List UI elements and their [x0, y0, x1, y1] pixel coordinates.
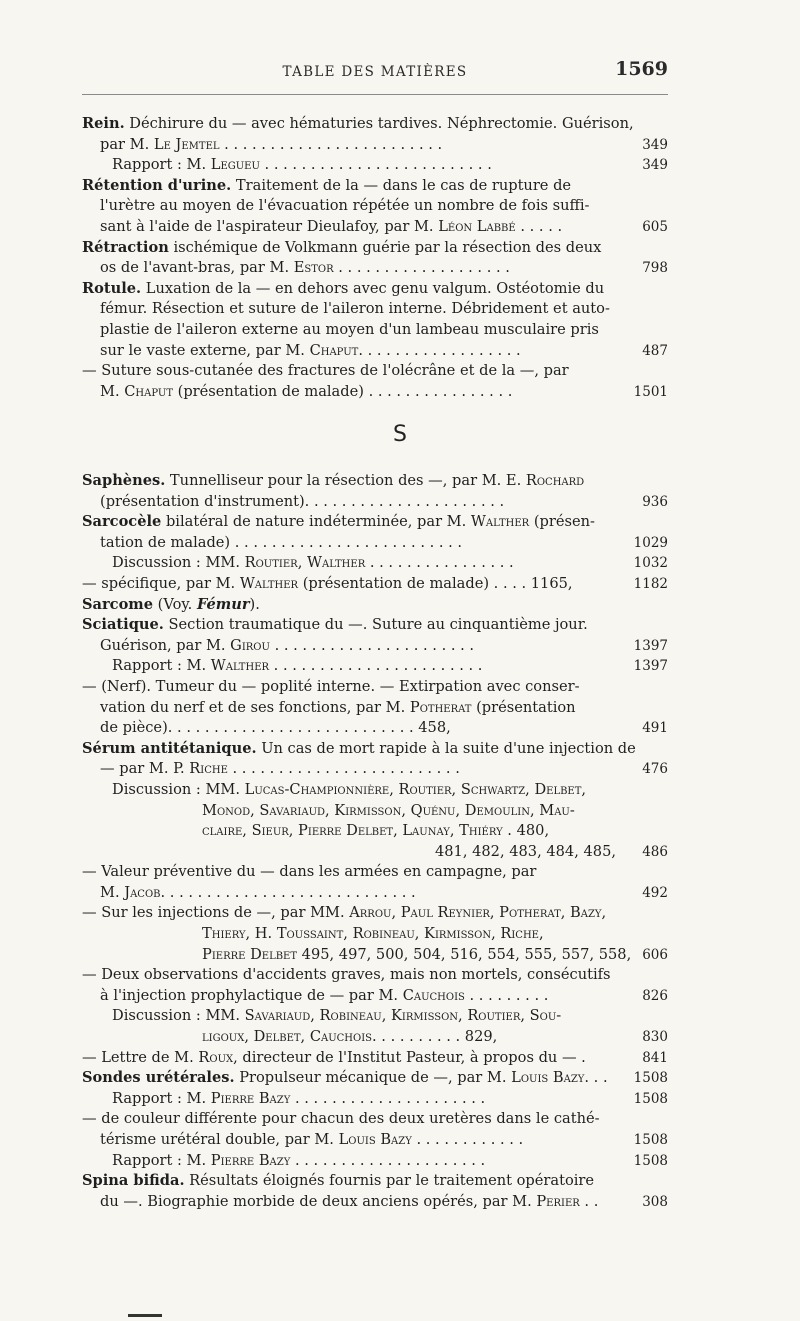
index-line [82, 698, 668, 719]
index-page-ref: 476 [642, 761, 668, 778]
index-line [82, 924, 668, 945]
index-entry-text: Sérum antitétanique. Un cas de mort rapide à la suite d'une injection de [82, 739, 636, 757]
index-page-ref: 1032 [633, 555, 668, 572]
index-page-ref: 491 [642, 720, 668, 737]
index-page-ref: 605 [642, 218, 668, 235]
index-page-ref: 798 [642, 260, 668, 277]
index-line [82, 595, 668, 616]
index-line [82, 196, 668, 217]
index-line [82, 1089, 668, 1110]
index-entry-text: Rein. Déchirure du — avec hématuries tardives. Néphrectomie. Guérison, [82, 115, 634, 132]
index-entry-text: Guérison, par M. Girou . . . . . . . . . . . . . . . . . . . . . . [100, 636, 475, 654]
index-entry-text: Sciatique. Section traumatique du —. Suture au cinquantième jour. [82, 616, 588, 634]
index-line [82, 471, 668, 492]
index-line [82, 1006, 668, 1027]
header-rule [82, 94, 668, 95]
index-entry-text: Discussion : MM. Lucas-Championnière, Routier, Schwartz, Delbet, [112, 780, 587, 798]
index-line [82, 299, 668, 320]
index-page-ref: 349 [642, 136, 668, 153]
page-header [82, 58, 668, 86]
index-page-ref: 826 [642, 987, 668, 1004]
index-entry-text: Rapport : M. Legueu . . . . . . . . . . . . . . . . . . . . . . . . . [112, 156, 492, 174]
index-line [82, 986, 668, 1007]
index-page-ref: 841 [642, 1049, 668, 1066]
index-page-ref: 1508 [633, 1152, 668, 1169]
index-page-ref: 1397 [633, 637, 668, 654]
index-entry-text: — Sur les injections de —, par MM. Arrou, Paul Reynier, Potherat, Bazy, [82, 904, 607, 922]
index-entry-text: Spina bifida. Résultats éloignés fournis par le traitement opératoire [82, 1172, 595, 1190]
index-entry-text: Discussion : MM. Savariaud, Robineau, Kirmisson, Routier, Sou- [112, 1007, 562, 1025]
index-line [82, 492, 668, 513]
index-entry-text: Sarcocèle bilatéral de nature indéterminée, par M. Walther (présen- [82, 513, 595, 531]
index-line [82, 1027, 668, 1048]
index-entry-text: Rapport : M. Walther . . . . . . . . . . . . . . . . . . . . . . . [112, 657, 483, 675]
index-page-ref: 1508 [633, 1090, 668, 1107]
index-line [82, 780, 668, 801]
index-line [82, 842, 668, 863]
index-entry-text: ligoux, Delbet, Cauchois. . . . . . . . . . 829, [202, 1028, 498, 1046]
index-line [82, 636, 668, 657]
index-block-s [82, 471, 668, 1212]
index-entry-text: Sarcome (Voy. Fémur). [82, 595, 260, 613]
index-line [82, 759, 668, 780]
index-line [82, 382, 668, 403]
index-entry-text: vation du nerf et de ses fonctions, par M. Potherat (présentation [100, 698, 576, 716]
index-page-ref: 830 [642, 1029, 668, 1046]
index-line [82, 512, 668, 533]
index-page-ref: 486 [642, 843, 668, 860]
index-page-ref: 936 [642, 493, 668, 510]
index-block-r [82, 114, 668, 402]
index-line [82, 1171, 668, 1192]
index-entry-text: — par M. P. Riche . . . . . . . . . . . . . . . . . . . . . . . . . [100, 760, 460, 778]
index-page-ref: 1182 [633, 575, 668, 592]
index-line [82, 801, 668, 822]
index-entry-text: de pièce). . . . . . . . . . . . . . . . . . . . . . . . . . . 458, [100, 719, 451, 737]
page-mark [128, 1314, 162, 1317]
index-entry-text: Discussion : MM. Routier, Walther . . . . . . . . . . . . . . . . [112, 554, 514, 572]
index-line [82, 258, 668, 279]
index-line [82, 533, 668, 554]
index-entry-text: — Lettre de M. Roux, directeur de l'Institut Pasteur, à propos du — . [82, 1048, 586, 1066]
index-line [82, 553, 668, 574]
index-entry-text: Thiery, H. Toussaint, Robineau, Kirmisson, Riche, [202, 925, 544, 943]
index-line [82, 135, 668, 156]
index-line [82, 883, 668, 904]
index-entry-text: os de l'avant-bras, par M. Estor . . . . . . . . . . . . . . . . . . . [100, 259, 510, 277]
index-page-ref: 1508 [633, 1132, 668, 1148]
index-page-ref: 308 [642, 1193, 668, 1210]
index-entry-text: M. Chaput (présentation de malade) . . . . . . . . . . . . . . . . [100, 382, 513, 400]
index-entry-text: térisme urétéral double, par M. Louis Bazy . . . . . . . . . . . . [100, 1131, 524, 1148]
index-line [82, 1151, 668, 1172]
index-line [82, 361, 668, 382]
index-entry-text: Rapport : M. Pierre Bazy . . . . . . . . . . . . . . . . . . . . . [112, 1151, 486, 1169]
section-letter: S [393, 422, 407, 447]
index-line [82, 279, 668, 300]
index-entry-text: Saphènes. Tunnelliseur pour la résection des —, par M. E. Rochard [82, 472, 585, 489]
index-entry-text: Monod, Savariaud, Kirmisson, Quénu, Demoulin, Mau- [202, 801, 575, 819]
page-number: 1569 [615, 58, 668, 80]
index-page-ref: 1501 [633, 383, 668, 400]
index-line [82, 217, 668, 238]
index-line [82, 677, 668, 698]
index-entry-text: fémur. Résection et suture de l'aileron interne. Débridement et auto- [100, 300, 610, 318]
index-line [82, 176, 668, 197]
index-line [82, 1109, 668, 1130]
index-entry-text: du —. Biographie morbide de deux anciens opérés, par M. Perier . . [100, 1192, 599, 1210]
index-entry-text: sur le vaste externe, par M. Chaput. . . . . . . . . . . . . . . . . . [100, 341, 521, 359]
index-page-ref: 606 [642, 946, 668, 963]
index-entry-text: Rotule. Luxation de la — en dehors avec genu valgum. Ostéotomie du [82, 279, 605, 297]
index-line [82, 1068, 668, 1089]
index-line [82, 718, 668, 739]
index-entry-text: Rapport : M. Pierre Bazy . . . . . . . . . . . . . . . . . . . . . [112, 1089, 486, 1107]
index-line [82, 821, 668, 842]
index-page-ref: 1029 [633, 534, 668, 551]
index-entry-text: tation de malade) . . . . . . . . . . . . . . . . . . . . . . . . . [100, 533, 463, 551]
index-line [82, 1192, 668, 1213]
index-line [82, 155, 668, 176]
index-entry-text: Rétraction ischémique de Volkmann guérie par la résection des deux [82, 238, 602, 256]
index-entry-text: Sondes urétérales. Propulseur mécanique de —, par M. Louis Bazy. . . [82, 1069, 608, 1087]
index-line [82, 320, 668, 341]
index-entry-text: — de couleur différente pour chacun des deux uretères dans le cathé- [82, 1110, 600, 1128]
index-entry-text: — spécifique, par M. Walther (présentation de malade) . . . . 1165, [82, 574, 573, 592]
index-line [82, 615, 668, 636]
index-entry-text: Pierre Delbet 495, 497, 500, 504, 516, 554, 555, 557, 558, [202, 945, 632, 963]
index-entry-text: M. Jacob. . . . . . . . . . . . . . . . . . . . . . . . . . . . [100, 883, 416, 901]
index-entry-text: 481, 482, 483, 484, 485, [434, 842, 616, 860]
index-entry-text: par M. Le Jemtel . . . . . . . . . . . . . . . . . . . . . . . . [100, 135, 443, 153]
index-entry-text: à l'injection prophylactique de — par M. Cauchois . . . . . . . . . [100, 986, 549, 1004]
index-line [82, 965, 668, 986]
index-line [82, 238, 668, 259]
index-line [82, 341, 668, 362]
index-entry-text: — Valeur préventive du — dans les armées en campagne, par [82, 863, 537, 881]
index-line [82, 945, 668, 966]
index-page-ref: 487 [642, 342, 668, 359]
index-entry-text: sant à l'aide de l'aspirateur Dieulafoy, par M. Léon Labbé . . . . . [100, 217, 563, 235]
index-entry-text: — Suture sous-cutanée des fractures de l'olécrâne et de la —, par [82, 362, 569, 380]
index-entry-text: (présentation d'instrument). . . . . . . . . . . . . . . . . . . . . . [100, 492, 505, 510]
index-line [82, 656, 668, 677]
running-title: TABLE DES MATIÈRES [282, 64, 468, 80]
index-line [82, 1048, 668, 1069]
index-line [82, 114, 668, 135]
index-line [82, 574, 668, 595]
index-line [82, 1130, 668, 1151]
index-entry-text: — Deux observations d'accidents graves, mais non mortels, consécutifs [82, 966, 611, 984]
index-page-ref: 1397 [633, 658, 668, 675]
index-page-ref: 492 [642, 884, 668, 901]
index-entry-text: plastie de l'aileron externe au moyen d'un lambeau musculaire pris [100, 320, 599, 338]
index-entry-text: claire, Sieur, Pierre Delbet, Launay, Thiéry . 480, [202, 822, 550, 840]
index-entry-text: Rétention d'urine. Traitement de la — dans le cas de rupture de [82, 176, 572, 194]
index-line [82, 862, 668, 883]
index-entry-text: l'urètre au moyen de l'évacuation répétée un nombre de fois suffi- [100, 197, 590, 215]
index-line [82, 903, 668, 924]
index-entry-text: — (Nerf). Tumeur du — poplité interne. — Extirpation avec conser- [82, 677, 580, 695]
index-line [82, 739, 668, 760]
index-page-ref: 349 [642, 157, 668, 174]
index-page-ref: 1508 [633, 1070, 668, 1087]
